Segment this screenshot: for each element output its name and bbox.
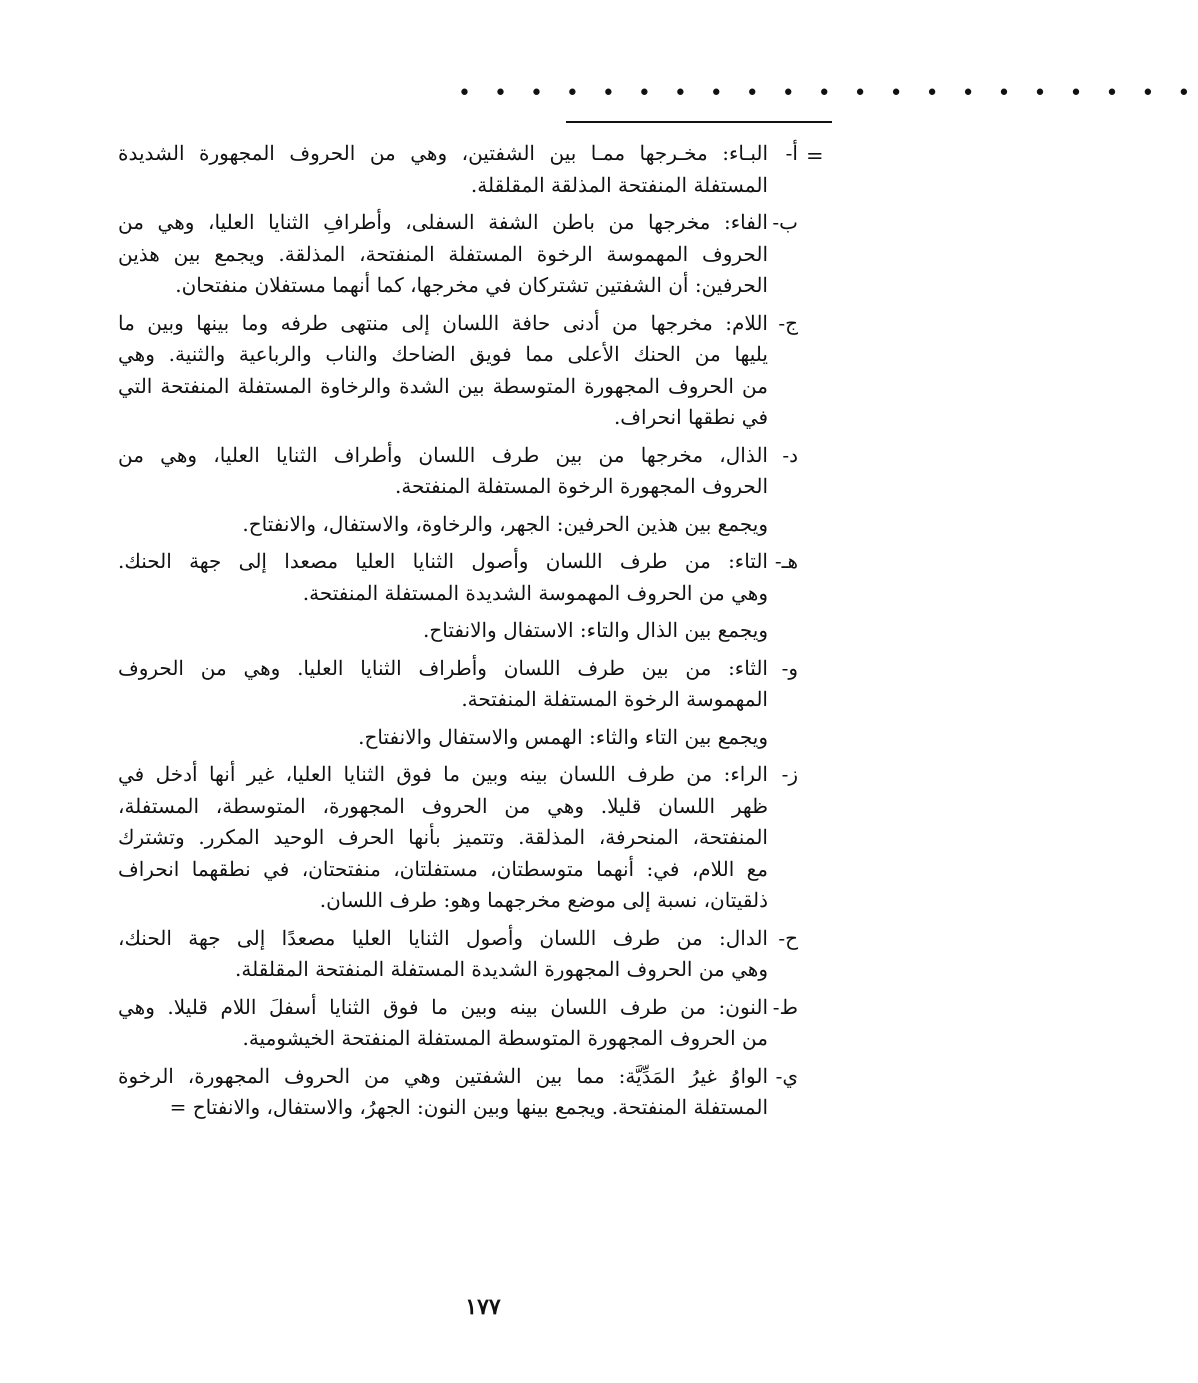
entry-line: الحروف المجهورة الرخوة المستفلة المنفتحة. <box>394 474 768 498</box>
entry-note <box>118 509 798 541</box>
entry-line: الفاء: مخرجها من باطن الشفة السفلى، وأطرافِ الثنايا العليا، وهي من <box>118 210 768 234</box>
entry-line: الدال: من طرف اللسان وأصول الثنايا العليا مصعدًا إلى جهة الحنك، <box>118 925 768 950</box>
page-body <box>118 138 798 1130</box>
entry-note-line: ويجمع بين هذين الحرفين: الجهر، والرخاوة، والاستفال، والانفتاح. <box>242 511 768 536</box>
entry-label: ج- <box>778 310 798 335</box>
entry-line: ظهر اللسان قليلا. وهي من الحروف المجهورة، المتوسطة، المستفلة، <box>118 793 768 818</box>
footnote-separator-rule <box>566 121 832 123</box>
entry-label: د- <box>782 442 798 467</box>
entry-line: المنفتحة، المنحرفة، المذلقة. وتتميز بأنها الحرف الوحيد المكرر. وتشترك <box>118 825 768 849</box>
footnote-separator-dots: • • • • • • • • • • • • • • • • • • • • • <box>458 81 1198 106</box>
entry-line: وهي من الحروف المهموسة الشديدة المستفلة المنفتحة. <box>302 580 768 605</box>
entry-line: الحرفين: أن الشفتين تشتركان في مخرجها، كما أنهما مستفلان منفتحان. <box>175 273 768 297</box>
entry-label: ب- <box>772 210 798 234</box>
entry-line: المستفلة المنفتحة. ويجمع بينها وبين النون: الجهرُ، والاستفال، والانفتاح = <box>169 1095 768 1119</box>
entry-line: ذلقيتان، نسبة إلى موضع مخرجهما وهو: طرف اللسان. <box>319 888 768 912</box>
entry-label: و- <box>781 655 798 680</box>
entry-line: النون: من طرف اللسان بينه وبين ما فوق الثنايا أسفلَ اللام قليلا. وهي <box>118 994 768 1019</box>
entry-label: أ- <box>785 141 798 165</box>
entry-label: ط- <box>772 994 798 1019</box>
entry-line: من الحروف المجهورة المتوسطة بين الشدة والرخاوة المستفلة المنفتحة التي <box>118 373 768 398</box>
entry-note <box>118 722 798 754</box>
entry <box>118 138 798 201</box>
entry-line: الذال، مخرجها من بين طرف اللسان وأطراف الثنايا العليا، وهي من <box>118 442 768 467</box>
entry-line: في نطقها انحراف. <box>613 405 768 429</box>
entry-label: هـ- <box>774 549 798 573</box>
entry-line: يليها من الحنك الأعلى مما فويق الضاحك والناب والرباعية والثنية. وهي <box>118 342 768 366</box>
entry <box>118 308 798 434</box>
entry-label: ز- <box>781 762 798 786</box>
entry <box>118 759 798 917</box>
entry-line: المستفلة المنفتحة المذلقة المقلقلة. <box>470 172 768 197</box>
page-number: ١٧٧ <box>465 1294 501 1320</box>
entry-note-line: ويجمع بين التاء والثاء: الهمس والاستفال والانفتاح. <box>358 724 768 749</box>
entry <box>118 992 798 1055</box>
entry <box>118 440 798 503</box>
entry-note <box>118 615 798 647</box>
entry-line: الحروف المهموسة الرخوة المستفلة المنفتحة، المذلقة. ويجمع بين هذين <box>118 241 768 266</box>
entry <box>118 546 798 609</box>
entry-note-line: ويجمع بين الذال والتاء: الاستفال والانفتاح. <box>423 618 768 642</box>
entry-line: التاء: من طرف اللسان وأصول الثنايا العليا مصعدا إلى جهة الحنك. <box>118 549 768 573</box>
entry-line: وهي من الحروف المجهورة الشديدة المستفلة المنفتحة المقلقلة. <box>235 957 768 981</box>
continuation-mark: = <box>806 144 824 168</box>
entry-label: ي- <box>775 1063 798 1088</box>
entry <box>118 1061 798 1124</box>
entry <box>118 653 798 716</box>
entry-line: الثاء: من بين طرف اللسان وأطراف الثنايا العليا. وهي من الحروف <box>118 655 768 680</box>
entry-line: مع اللام، في: أنهما متوسطتان، مستفلتان، منفتحتان، في نطقهما انحراف <box>118 856 768 881</box>
entry-line: اللام: مخرجها من أدنى حافة اللسان إلى منتهى طرفه وما بينها وبين ما <box>118 310 768 335</box>
entry-label: ح- <box>778 925 798 950</box>
entry <box>118 207 798 302</box>
entry-line: من الحروف المجهورة المتوسطة المستفلة المنفتحة الخيشومية. <box>242 1026 768 1050</box>
entry-line: المهموسة الرخوة المستفلة المنفتحة. <box>461 687 768 711</box>
entry-line: الواوُ غيرُ المَدِّيَّة: مما بين الشفتين وهي من الحروف المجهورة، الرخوة <box>118 1063 768 1088</box>
entry-line: البـاء: مخـرجها ممـا بين الشفتين، وهي من الحروف المجهورة الشديدة <box>118 141 768 165</box>
entry-line: الراء: من طرف اللسان بينه وبين ما فوق الثنايا العليا، غير أنها أدخل في <box>118 762 768 786</box>
entry <box>118 923 798 986</box>
